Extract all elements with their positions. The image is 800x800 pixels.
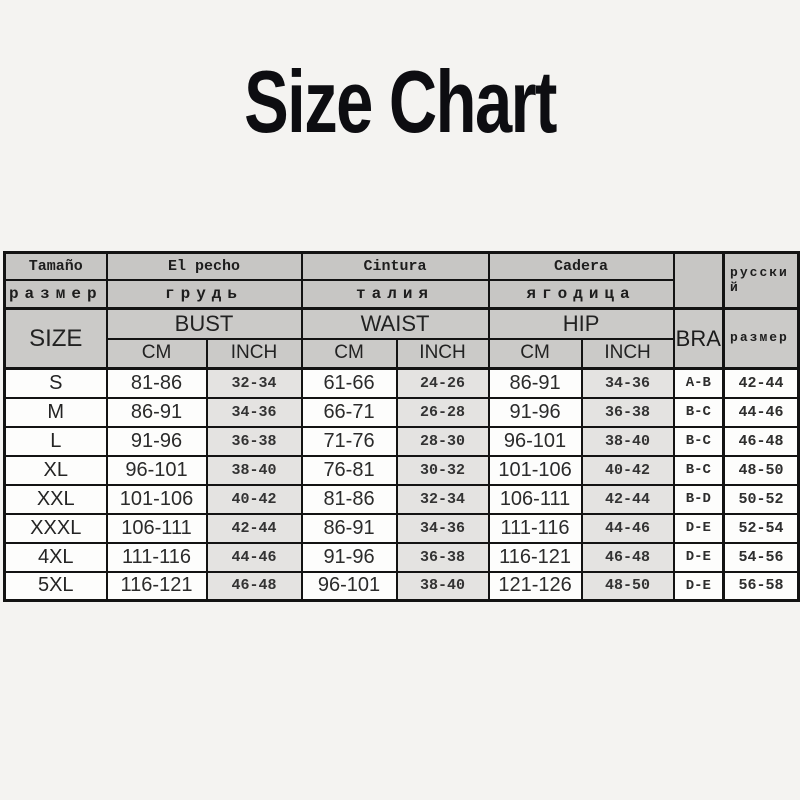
header-row-spanish — [5, 253, 799, 280]
cell-waist-cm: 76-81 — [302, 456, 397, 485]
cell-bust-inch: 38-40 — [207, 456, 302, 485]
header-size: SIZE — [5, 309, 107, 369]
cell-hip-cm: 111-116 — [489, 514, 582, 543]
cell-bust-inch: 42-44 — [207, 514, 302, 543]
cell-bust-inch: 34-36 — [207, 398, 302, 427]
header-waist: WAIST — [302, 309, 489, 339]
cell-russian-size: 42-44 — [724, 369, 799, 398]
table-row — [5, 543, 799, 572]
cell-size: S — [5, 369, 107, 398]
cell-hip-inch: 40-42 — [582, 456, 674, 485]
header-yagoditsa: ягодица — [489, 280, 674, 309]
cell-bust-cm: 96-101 — [107, 456, 207, 485]
cell-waist-cm: 81-86 — [302, 485, 397, 514]
cell-bust-inch: 40-42 — [207, 485, 302, 514]
header-hip-inch: INCH — [582, 339, 674, 369]
header-taliya: талия — [302, 280, 489, 309]
header-cintura: Cintura — [302, 253, 489, 280]
cell-hip-inch: 48-50 — [582, 572, 674, 601]
cell-bra: B-C — [674, 398, 724, 427]
page — [0, 52, 800, 800]
size-chart-table — [3, 251, 800, 602]
cell-bust-inch: 44-46 — [207, 543, 302, 572]
header-russian: русский — [724, 253, 799, 309]
header-bust-inch: INCH — [207, 339, 302, 369]
header-razmer: размер — [5, 280, 107, 309]
table-row — [5, 485, 799, 514]
cell-hip-cm: 96-101 — [489, 427, 582, 456]
cell-russian-size: 46-48 — [724, 427, 799, 456]
header-tamano: Tamaño — [5, 253, 107, 280]
table-row — [5, 398, 799, 427]
cell-hip-inch: 42-44 — [582, 485, 674, 514]
cell-bust-cm: 86-91 — [107, 398, 207, 427]
cell-waist-inch: 30-32 — [397, 456, 489, 485]
cell-bust-cm: 106-111 — [107, 514, 207, 543]
cell-bust-cm: 101-106 — [107, 485, 207, 514]
cell-waist-inch: 32-34 — [397, 485, 489, 514]
cell-waist-inch: 24-26 — [397, 369, 489, 398]
cell-bust-inch: 32-34 — [207, 369, 302, 398]
cell-russian-size: 52-54 — [724, 514, 799, 543]
cell-waist-cm: 86-91 — [302, 514, 397, 543]
table-row — [5, 514, 799, 543]
cell-hip-inch: 46-48 — [582, 543, 674, 572]
size-chart-body — [5, 253, 799, 601]
cell-russian-size: 56-58 — [724, 572, 799, 601]
cell-size: 4XL — [5, 543, 107, 572]
header-waist-cm: CM — [302, 339, 397, 369]
cell-size: M — [5, 398, 107, 427]
cell-hip-cm: 121-126 — [489, 572, 582, 601]
table-row — [5, 427, 799, 456]
cell-bra: D-E — [674, 572, 724, 601]
header-hip-cm: CM — [489, 339, 582, 369]
cell-bust-inch: 46-48 — [207, 572, 302, 601]
cell-russian-size: 50-52 — [724, 485, 799, 514]
header-razmer-column: размер — [724, 309, 799, 369]
cell-waist-inch: 26-28 — [397, 398, 489, 427]
cell-waist-cm: 96-101 — [302, 572, 397, 601]
cell-hip-inch: 38-40 — [582, 427, 674, 456]
header-bust: BUST — [107, 309, 302, 339]
cell-russian-size: 48-50 — [724, 456, 799, 485]
cell-bra: B-C — [674, 456, 724, 485]
page-title: Size Chart — [244, 52, 556, 151]
cell-waist-inch: 36-38 — [397, 543, 489, 572]
cell-hip-inch: 34-36 — [582, 369, 674, 398]
header-cadera: Cadera — [489, 253, 674, 280]
cell-size: 5XL — [5, 572, 107, 601]
cell-hip-cm: 106-111 — [489, 485, 582, 514]
cell-bust-cm: 91-96 — [107, 427, 207, 456]
cell-russian-size: 54-56 — [724, 543, 799, 572]
header-bust-cm: CM — [107, 339, 207, 369]
cell-bust-inch: 36-38 — [207, 427, 302, 456]
cell-bra: D-E — [674, 514, 724, 543]
header-row-english — [5, 309, 799, 339]
cell-bra: B-D — [674, 485, 724, 514]
cell-waist-cm: 71-76 — [302, 427, 397, 456]
cell-waist-inch: 34-36 — [397, 514, 489, 543]
cell-waist-cm: 91-96 — [302, 543, 397, 572]
cell-hip-cm: 116-121 — [489, 543, 582, 572]
cell-size: XXL — [5, 485, 107, 514]
cell-bust-cm: 81-86 — [107, 369, 207, 398]
cell-hip-cm: 101-106 — [489, 456, 582, 485]
header-hip: HIP — [489, 309, 674, 339]
header-bra-spacer — [674, 253, 724, 309]
header-el-pecho: El pecho — [107, 253, 302, 280]
cell-size: XL — [5, 456, 107, 485]
cell-bra: D-E — [674, 543, 724, 572]
cell-hip-cm: 86-91 — [489, 369, 582, 398]
cell-bra: B-C — [674, 427, 724, 456]
cell-hip-inch: 44-46 — [582, 514, 674, 543]
cell-bust-cm: 111-116 — [107, 543, 207, 572]
cell-size: L — [5, 427, 107, 456]
header-grud: грудь — [107, 280, 302, 309]
cell-bra: A-B — [674, 369, 724, 398]
cell-hip-inch: 36-38 — [582, 398, 674, 427]
table-row — [5, 572, 799, 601]
cell-size: XXXL — [5, 514, 107, 543]
cell-waist-inch: 28-30 — [397, 427, 489, 456]
cell-waist-inch: 38-40 — [397, 572, 489, 601]
cell-bust-cm: 116-121 — [107, 572, 207, 601]
cell-waist-cm: 66-71 — [302, 398, 397, 427]
cell-russian-size: 44-46 — [724, 398, 799, 427]
header-waist-inch: INCH — [397, 339, 489, 369]
cell-hip-cm: 91-96 — [489, 398, 582, 427]
cell-waist-cm: 61-66 — [302, 369, 397, 398]
table-row — [5, 369, 799, 398]
table-row — [5, 456, 799, 485]
header-bra: BRA — [674, 309, 724, 369]
